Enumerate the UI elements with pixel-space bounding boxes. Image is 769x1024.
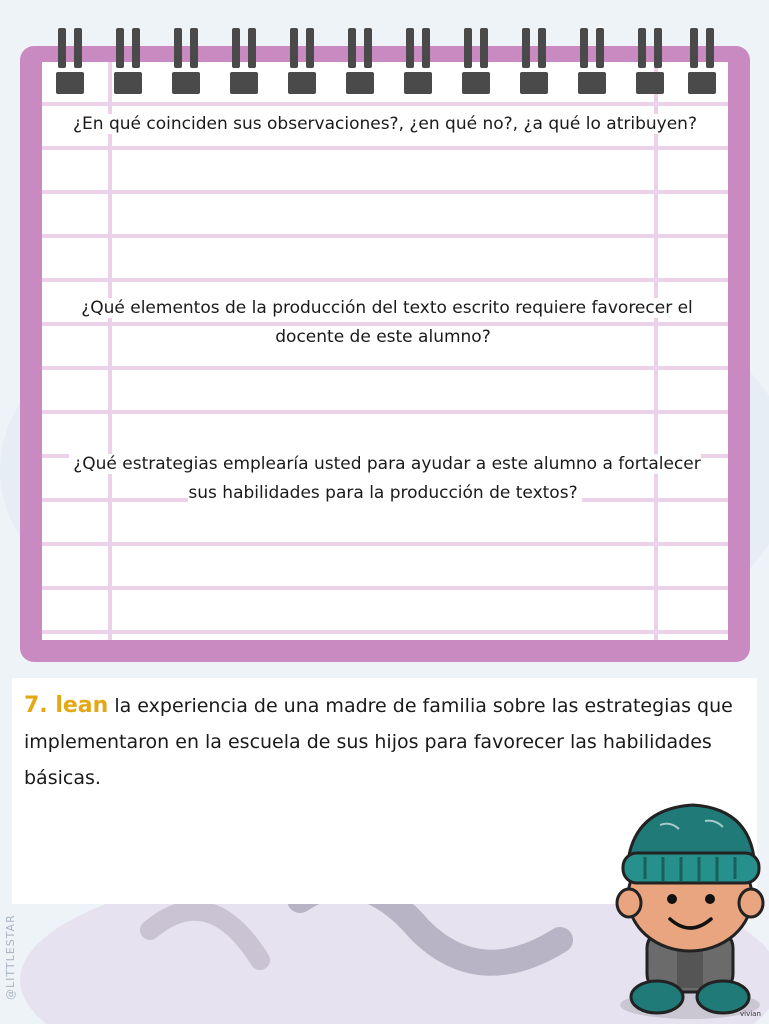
question-2: ¿Qué elementos de la producción del texto escrito requiere favorecer el docente de este alumno? (42, 294, 728, 352)
task-paragraph (24, 688, 745, 796)
question-1: ¿En qué coinciden sus observaciones?, ¿en qué no?, ¿a qué lo atribuyen? (42, 110, 728, 139)
watermark: @LITTLESTAR (4, 914, 17, 1000)
ruled-paper (42, 62, 728, 640)
notebook-frame (20, 46, 750, 662)
task-text: la experiencia de una madre de familia sobre las estrategias que implementaron en la escuela de sus hijos para favorecer las habilidades básicas. (24, 695, 733, 789)
child-illustration-icon (615, 795, 765, 1021)
question-3: ¿Qué estrategias emplearía usted para ayudar a este alumno a fortalecer sus habilidades para la producción de textos? (42, 450, 728, 508)
spiral-binding-icon (0, 0, 769, 110)
task-number: 7. lean (24, 693, 109, 718)
signature: vivian (740, 1010, 761, 1018)
